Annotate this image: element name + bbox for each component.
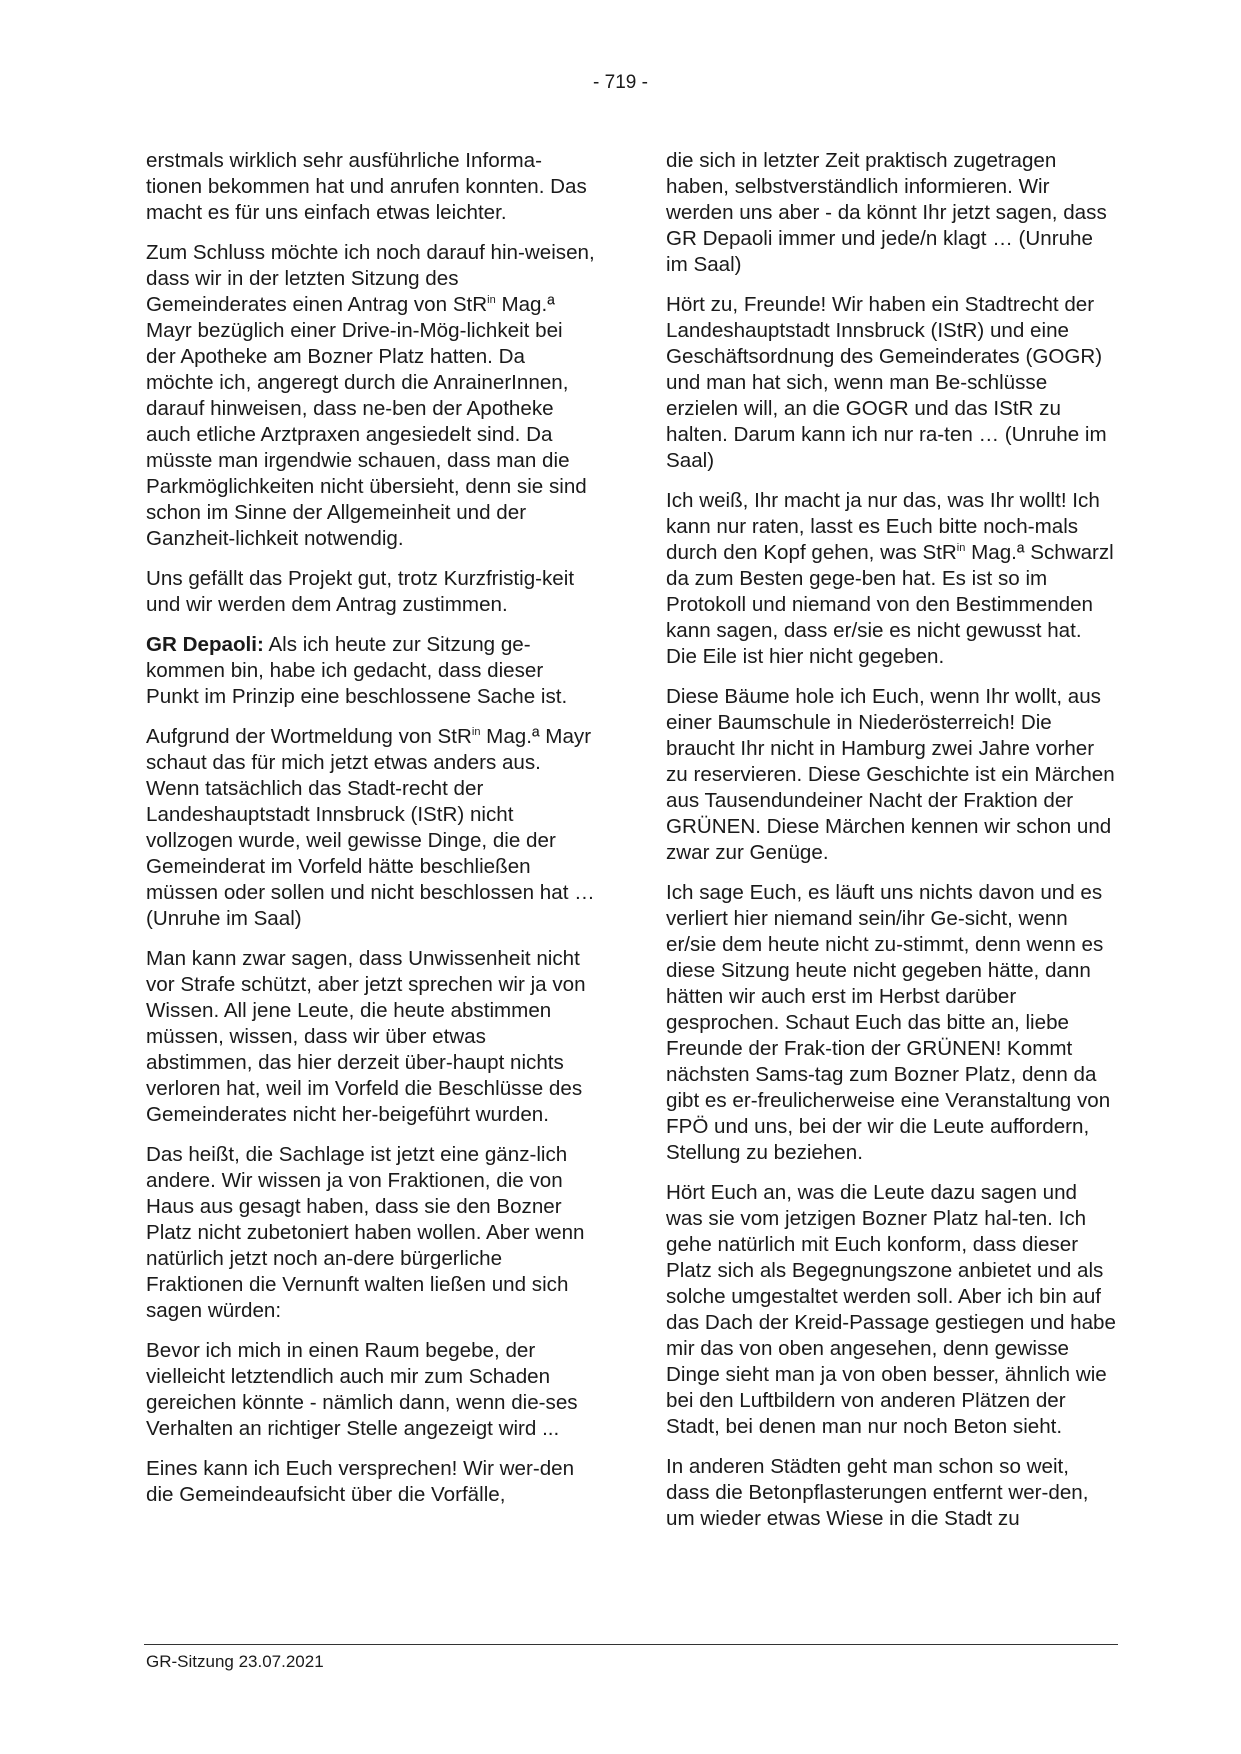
superscript: in — [471, 726, 481, 738]
paragraph: die sich in letzter Zeit praktisch zugetragen haben, selbstverständlich informieren. Wir werden uns aber - da könnt Ihr jetzt sagen, dass GR Depaoli immer und jede/n klagt … (Unruhe im Saal) — [666, 149, 1107, 276]
paragraph — [146, 632, 598, 710]
paragraph: In anderen Städten geht man schon so weit, dass die Betonpflasterungen entfernt wer-den, um wieder etwas Wiese in die Stadt zu — [666, 1455, 1089, 1530]
right-column — [666, 148, 1118, 1546]
paragraph: Bevor ich mich in einen Raum begebe, der vielleicht letztendlich auch mir zum Schaden gereichen könnte - nämlich dann, wenn die-ses Verhalten an richtiger Stelle angezeigt wird ... — [146, 1339, 578, 1440]
paragraph: Hört Euch an, was die Leute dazu sagen und was sie vom jetzigen Bozner Platz hal-ten. Ich gehe natürlich mit Euch konform, dass dieser Platz sich als Begegnungszone anbietet und als solche umgestaltet werden soll. Aber ich bin auf das Dach der Kreid-Passage gestiegen und habe mir das von oben angesehen, denn gewisse Dinge sieht man ja von oben besser, ähnlich wie bei den Luftbildern von anderen Plätzen der Stadt, bei denen man nur noch Beton sieht. — [666, 1181, 1116, 1438]
paragraph — [146, 240, 598, 552]
paragraph-text: Zum Schluss möchte ich noch darauf hin-weisen, dass wir in der letzten Sitzung des Gemeinderates einen Antrag von StR — [146, 241, 595, 316]
paragraph: Eines kann ich Euch versprechen! Wir wer-den die Gemeindeaufsicht über die Vorfälle, — [146, 1457, 575, 1506]
paragraph: Hört zu, Freunde! Wir haben ein Stadtrecht der Landeshauptstadt Innsbruck (IStR) und eine Geschäftsordnung des Gemeinderates (GOGR) und man hat sich, wenn man Be-schlüsse erzielen will, an die GOGR und das IStR zu halten. Darum kann ich nur ra-ten … (Unruhe im Saal) — [666, 293, 1107, 472]
paragraph: Diese Bäume hole ich Euch, wenn Ihr wollt, aus einer Baumschule in Niederösterreich! Die braucht Ihr nicht in Hamburg zwei Jahre vorher zu reservieren. Diese Geschichte ist ein Märchen aus Tausendundeiner Nacht der Fraktion der GRÜNEN. Diese Märchen kennen wir schon und zwar zur Genüge. — [666, 685, 1115, 864]
speaker-name: GR Depaoli: — [146, 633, 264, 656]
left-column — [146, 148, 598, 1522]
page-number: - 719 - — [593, 72, 648, 93]
paragraph: Man kann zwar sagen, dass Unwissenheit nicht vor Strafe schützt, aber jetzt sprechen wir ja von Wissen. All jene Leute, die heute abstimmen müssen, wissen, dass wir über etwas abstimmen, das hier derzeit über-haupt nichts verloren hat, weil im Vorfeld die Beschlüsse des Gemeinderates nicht her-beigeführt wurden. — [146, 947, 586, 1126]
superscript: in — [956, 542, 966, 554]
paragraph-text: Ich weiß, Ihr macht ja nur das, was Ihr wollt! Ich kann nur raten, lasst es Euch bitte noch-mals durch den Kopf gehen, was StR — [666, 489, 1100, 564]
superscript: in — [487, 294, 496, 306]
paragraph-text: Aufgrund der Wortmeldung von StR — [146, 725, 472, 748]
footer-divider — [144, 1644, 1118, 1645]
paragraph-text: Mag.ª Mayr schaut das für mich jetzt etwas anders aus. Wenn tatsächlich das Stadt-recht der Landeshauptstadt Innsbruck (IStR) nicht vollzogen wurde, weil gewisse Dinge, die der Gemeinderat im Vorfeld hätte beschließen müssen oder sollen und nicht beschlossen hat … (Unruhe im Saal) — [146, 725, 595, 930]
paragraph: Uns gefällt das Projekt gut, trotz Kurzfristig-keit und wir werden dem Antrag zustimmen. — [146, 567, 575, 616]
paragraph-text: Mag.ª Schwarzl da zum Besten gege-ben hat. Es ist so im Protokoll und niemand von den Bestimmenden kann sagen, dass er/sie es nicht gewusst hat. Die Eile ist hier nicht gegeben. — [666, 541, 1114, 668]
paragraph-text: Als ich heute zur Sitzung ge-kommen bin, habe ich gedacht, dass dieser Punkt im Prinzip eine beschlossene Sache ist. — [146, 633, 568, 708]
paragraph: Das heißt, die Sachlage ist jetzt eine gänz-lich andere. Wir wissen ja von Fraktionen, die von Haus aus gesagt haben, dass sie den Bozner Platz nicht zubetoniert haben wollen. Aber wenn natürlich jetzt noch an-dere bürgerliche Fraktionen die Vernunft walten ließen und sich sagen würden: — [146, 1143, 585, 1322]
paragraph: Ich sage Euch, es läuft uns nichts davon und es verliert hier niemand sein/ihr Ge-sicht, wenn er/sie dem heute nicht zu-stimmt, denn wenn es diese Sitzung heute nicht gegeben hätte, dann hätten wir auch erst im Herbst darüber gesprochen. Schaut Euch das bitte an, liebe Freunde der Frak-tion der GRÜNEN! Kommt nächsten Sams-tag zum Bozner Platz, denn da gibt es er-freulicherweise eine Veranstaltung von FPÖ und uns, bei der wir die Leute auffordern, Stellung zu beziehen. — [666, 881, 1111, 1164]
paragraph — [146, 724, 598, 932]
paragraph-text: Mag.ª Mayr bezüglich einer Drive-in-Mög-lichkeit bei der Apotheke am Bozner Platz hatten. Da möchte ich, angeregt durch die AnrainerInnen, darauf hinweisen, dass ne-ben der Apotheke auch etliche Arztpraxen angesiedelt sind. Da müsste man irgendwie schauen, dass man die Parkmöglichkeiten nicht übersieht, denn sie sind schon im Sinne der Allgemeinheit und der Ganzheit-lichkeit notwendig. — [146, 293, 587, 550]
paragraph — [666, 488, 1118, 670]
footer-text: GR-Sitzung 23.07.2021 — [146, 1652, 324, 1671]
paragraph: erstmals wirklich sehr ausführliche Informa-tionen bekommen hat und anrufen konnten. Das macht es für uns einfach etwas leichter. — [146, 149, 587, 224]
